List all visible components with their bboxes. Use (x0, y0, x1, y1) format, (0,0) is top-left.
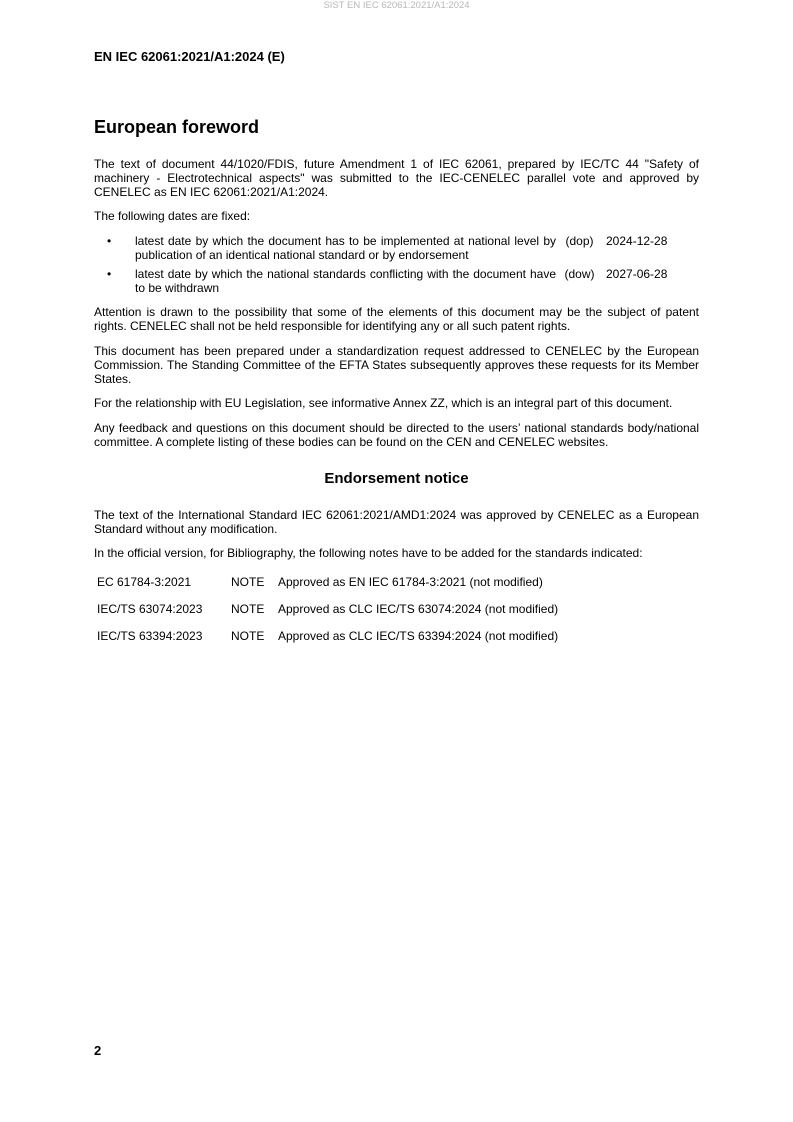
document-id: EN IEC 62061:2021/A1:2024 (E) (94, 49, 285, 64)
note-text: Approved as CLC IEC/TS 63394:2024 (not modified) (278, 628, 559, 643)
table-row (94, 630, 558, 657)
bibliography-intro: In the official version, for Bibliography, the following notes have to be added for the standards indicated: (94, 546, 643, 561)
patent-paragraph: Attention is drawn to the possibility that some of the elements of this document may be the subject of patent rights. CENELEC shall not be held responsible for identifying any or all such patent rights. (94, 305, 699, 334)
note-standard: EC 61784-3:2021 (97, 575, 192, 590)
note-standard: IEC/TS 63074:2023 (97, 601, 203, 616)
date-item-dow (94, 268, 699, 296)
eu-legislation-paragraph: For the relationship with EU Legislation, see informative Annex ZZ, which is an integral part of this document. (94, 396, 673, 411)
date-value: 2027-06-28 (606, 266, 668, 281)
table-row (94, 576, 558, 603)
date-description: latest date by which the national standards conflicting with the document have to be withdrawn (135, 266, 556, 295)
foreword-intro: The text of document 44/1020/FDIS, future Amendment 1 of IEC 62061, prepared by IEC/TC 44 "Safety of machinery - Electrotechnical aspects" was submitted to the IEC-CENELEC parallel vote and approved by CENELEC as EN IEC 62061:2021/A1:2024. (94, 157, 699, 199)
note-label: NOTE (231, 575, 265, 590)
note-standard: IEC/TS 63394:2023 (97, 628, 203, 643)
bullet: • (107, 266, 112, 281)
bullet: • (107, 234, 112, 249)
feedback-paragraph: Any feedback and questions on this document should be directed to the users’ national standards body/national committee. A complete listing of these bodies can be found on the CEN and CENELEC websites. (94, 421, 699, 449)
main-content (94, 116, 699, 657)
endorsement-title: Endorsement notice (324, 469, 469, 487)
date-description: latest date by which the document has to be implemented at national level by publication of an identical national standard or by endorsement (135, 234, 556, 262)
page-number: 2 (94, 1043, 102, 1058)
date-abbreviation: (dow) (564, 266, 595, 281)
table-row (94, 603, 558, 630)
watermark: SIST EN IEC 62061:2021/A1:2024 (323, 0, 470, 11)
note-text: Approved as CLC IEC/TS 63074:2024 (not modified) (278, 601, 559, 616)
date-abbreviation: (dop) (565, 234, 594, 249)
bibliography-notes-table (94, 576, 558, 656)
date-value: 2024-12-28 (606, 234, 668, 249)
dates-list (94, 235, 699, 295)
dates-intro: The following dates are fixed: (94, 209, 251, 224)
date-item-dop (94, 235, 699, 263)
note-text: Approved as EN IEC 61784-3:2021 (not modified) (278, 575, 543, 590)
endorsement-approval: The text of the International Standard IEC 62061:2021/AMD1:2024 was approved by CENELEC as a European Standard without any modification. (94, 507, 699, 536)
standardization-request-paragraph: This document has been prepared under a standardization request addressed to CENELEC by the European Commission. The Standing Committee of the EFTA States subsequently approves these requests for its Member States. (94, 343, 699, 386)
foreword-title: European foreword (94, 117, 260, 137)
note-label: NOTE (231, 628, 265, 643)
note-label: NOTE (231, 601, 265, 616)
